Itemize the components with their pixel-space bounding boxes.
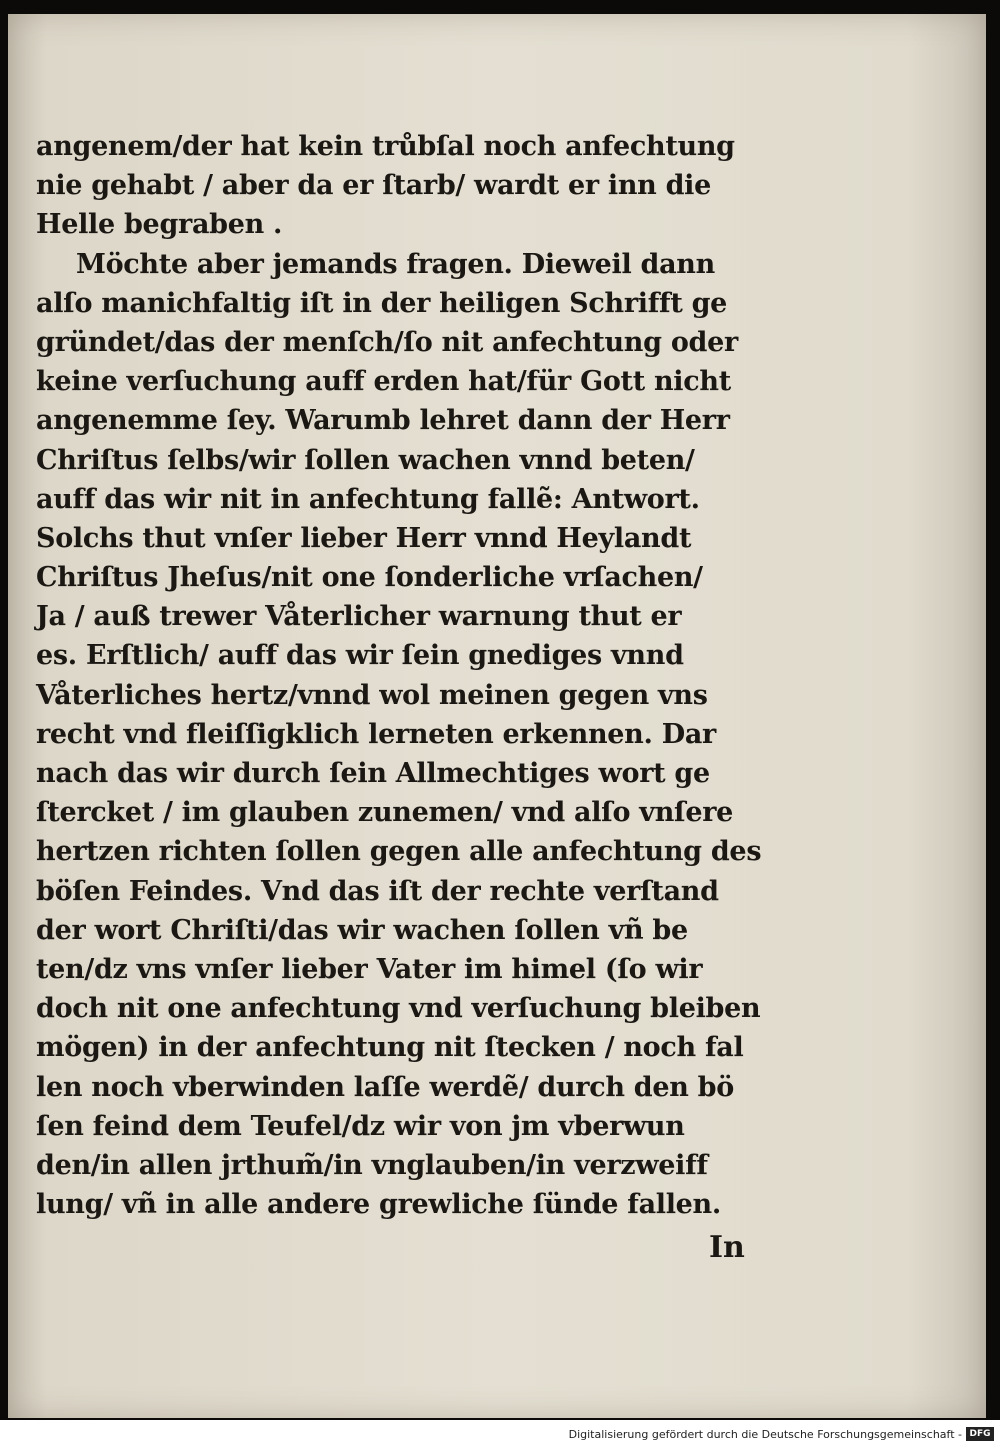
text-line: nach das wir durch ſein Allmechtiges wort ge bbox=[36, 758, 710, 789]
text-line: ſtercket / im glauben zunemen/ vnd alſo vnſere bbox=[36, 797, 734, 829]
footer-bar bbox=[0, 1420, 1000, 1449]
text-line: nie gehabt / aber da er ſtarb/ wardt er inn die bbox=[36, 170, 712, 202]
text-line: alſo manichfaltig iſt in der heiligen Schrifft ge bbox=[36, 287, 728, 319]
text-line: len noch vberwinden laſſe werdẽ/ durch den bö bbox=[36, 1071, 734, 1103]
text-line: es. Erſtlich/ auff das wir ſein gnediges vnnd bbox=[36, 640, 684, 672]
text-line: auff das wir nit in anfechtung fallẽ: Antwort. bbox=[36, 483, 700, 515]
text-line: ten/dz vns vnſer lieber Vater im himel (ſo wir bbox=[36, 953, 703, 985]
catchword: In bbox=[709, 1230, 745, 1265]
text-line: lung/ vñ in alle andere grewliche ſünde fallen. bbox=[36, 1189, 721, 1221]
text-line: doch nit one anfechtung vnd verſuchung bleiben bbox=[36, 993, 761, 1025]
footer-credit: Digitalisierung gefördert durch die Deutsche Forschungsgemeinschaft - bbox=[568, 1428, 962, 1441]
text-line: angenemme ſey. Warumb lehret dann der Herr bbox=[36, 405, 730, 437]
book-page bbox=[8, 14, 986, 1418]
text-line: Solchs thut vnſer lieber Herr vnnd Heylandt bbox=[36, 522, 692, 554]
text-line: mögen) in der anfechtung nit ſtecken / noch fal bbox=[36, 1032, 744, 1064]
text-line: Chriſtus Jheſus/nit one ſonderliche vrſachen/ bbox=[36, 562, 703, 594]
text-line: den/in allen jrthum̃/in vnglauben/in verzweiff bbox=[36, 1149, 708, 1181]
text-line: recht vnd fleiſſigklich lerneten erkennen. Dar bbox=[36, 718, 716, 750]
text-line: der wort Chriſti/das wir wachen ſollen vñ be bbox=[36, 914, 688, 946]
text-line: gründet/das der menſch/ſo nit anfechtung oder bbox=[36, 326, 738, 358]
text-line: keine verſuchung auff erden hat/für Gott nicht bbox=[36, 366, 731, 398]
text-line: Våterliches hertz/vnnd wol meinen gegen vns bbox=[36, 679, 708, 711]
text-line: Möchte aber jemands fragen. Dieweil dann bbox=[76, 248, 715, 280]
text-line: böſen Feindes. Vnd das iſt der rechte verſtand bbox=[36, 875, 719, 907]
page-text bbox=[36, 127, 776, 1224]
dfg-logo-icon: DFG bbox=[966, 1427, 994, 1441]
text-line: Helle begraben . bbox=[36, 209, 283, 241]
text-line: Chriſtus ſelbs/wir ſollen wachen vnnd beten/ bbox=[36, 444, 695, 476]
text-line: ſen feind dem Teufel/dz wir von jm vberwun bbox=[36, 1110, 685, 1142]
text-line: hertzen richten ſollen gegen alle anfechtung des bbox=[36, 836, 762, 868]
text-line: Ja / auß trewer Våterlicher warnung thut er bbox=[36, 601, 682, 633]
text-line: angenem/der hat kein trůbſal noch anfechtung bbox=[36, 131, 735, 162]
